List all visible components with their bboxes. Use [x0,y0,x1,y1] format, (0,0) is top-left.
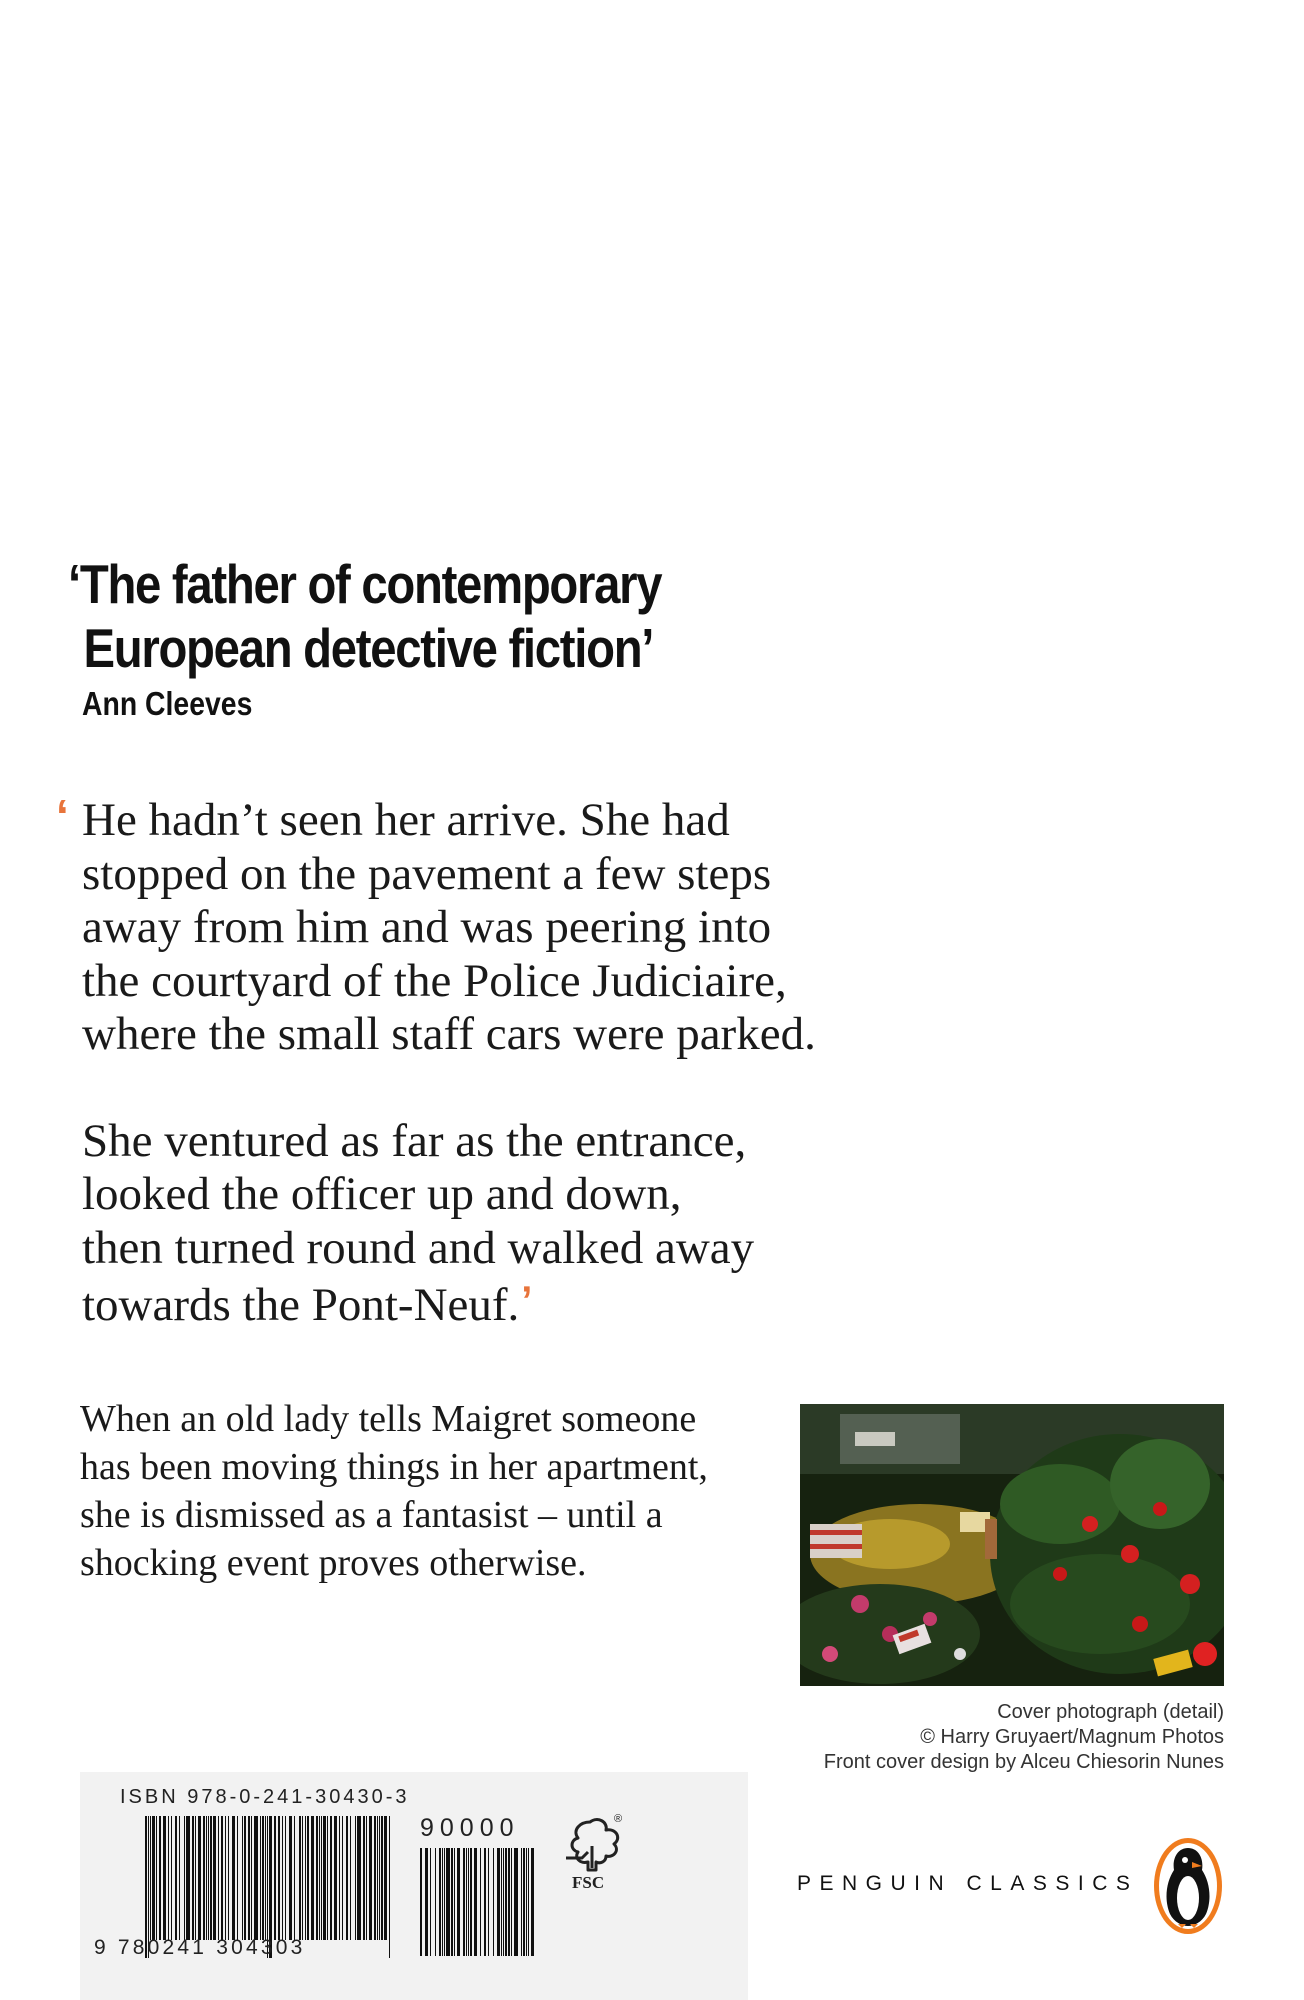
barcode-bar [425,1848,428,1956]
barcode-bar [213,1816,216,1940]
credit-line: © Harry Gruyaert/Magnum Photos [920,1726,1224,1748]
barcode-bar [457,1848,460,1956]
excerpt-line: then turned round and walked away [82,1221,755,1274]
synopsis-line: she is dismissed as a fantasist – until a [80,1494,663,1536]
barcode-addon-digits: 90000 [420,1814,520,1842]
barcode-bar [501,1848,502,1956]
barcode-bar [363,1816,365,1940]
barcode-bar [377,1816,378,1940]
barcode-bar [254,1816,258,1940]
barcode-bar [265,1816,266,1940]
synopsis-line: shocking event proves otherwise. [80,1542,587,1584]
isbn-text: ISBN 978-0-241-30430-3 [120,1786,410,1808]
barcode-bar [311,1816,314,1940]
barcode-bar [307,1816,309,1940]
barcode-bar [442,1848,443,1956]
synopsis-line: When an old lady tells Maigret someone [80,1398,697,1440]
fsc-registered-mark: ® [614,1813,623,1825]
fsc-logo [560,1812,630,1892]
barcode-bar [184,1816,185,1940]
barcode-bar [430,1848,431,1956]
barcode-bar [446,1848,450,1956]
barcode-bar [168,1816,169,1940]
barcode-bar [334,1816,337,1940]
barcode-bar [192,1816,194,1940]
barcode-bar [466,1848,467,1956]
blurb-quote-line-2: European detective fiction’ [83,617,654,679]
blurb-attribution: Ann Cleeves [82,685,253,722]
barcode-bar [210,1816,212,1940]
barcode-bar [451,1848,453,1956]
barcode-bar [435,1848,436,1956]
excerpt-line: away from him and was peering into [82,901,772,953]
barcode-bar [531,1848,534,1956]
barcode-bar [179,1816,180,1940]
barcode-bar [175,1816,177,1940]
barcode-bar [150,1816,151,1940]
barcode-bar [305,1816,306,1940]
barcode-bar [206,1816,207,1940]
barcode-bar [484,1848,486,1956]
barcode-digits: 9 780241 304303 [94,1936,306,1959]
barcode-bar [208,1816,209,1940]
barcode-bar [508,1848,510,1956]
barcode-bar [319,1816,320,1940]
barcode-bar [244,1816,246,1940]
open-quote-mark: ‘ [56,790,69,842]
excerpt-line: looked the officer up and down, [82,1168,682,1220]
barcode-addon [418,1848,538,1956]
barcode-bar [195,1816,196,1940]
barcode-bar [420,1848,422,1956]
barcode-bar [232,1816,235,1940]
barcode-bar [289,1816,292,1940]
barcode-bar [260,1816,261,1940]
barcode-bar [330,1816,332,1940]
excerpt-line: He hadn’t seen her arrive. She had [82,794,730,846]
barcode-bar [369,1816,372,1940]
cover-credits [824,1700,1224,1775]
barcode-bar [327,1816,328,1940]
excerpt-line: She ventured as far as the entrance, [82,1114,747,1167]
barcode-bar [526,1848,527,1956]
barcode-bar [355,1816,356,1940]
barcode-bar [203,1816,205,1940]
barcode-bar [454,1848,455,1956]
barcode-bar [278,1816,280,1940]
barcode-bar [474,1848,477,1956]
barcode-bar [316,1816,318,1940]
excerpt-paragraph-1 [82,794,816,1062]
barcode-bar [228,1816,229,1940]
barcode-bar [282,1816,283,1940]
barcode-bar [350,1816,351,1940]
barcode-bar [468,1848,469,1956]
barcode-panel [80,1772,748,2000]
publisher-name: PENGUIN CLASSICS [797,1872,1139,1895]
credit-line: Front cover design by Alceu Chiesorin Nunes [823,1751,1224,1773]
barcode-bar [156,1816,157,1940]
barcode-bar [198,1816,201,1940]
barcode-bar [470,1848,472,1956]
excerpt-line: the courtyard of the Police Judiciaire, [82,954,787,1007]
barcode-bar [321,1816,322,1940]
excerpt-paragraph-2 [82,1115,816,1333]
close-quote-mark: ’ [521,1279,533,1323]
barcode-bar [262,1816,264,1940]
barcode-bar [444,1848,445,1956]
barcode-bar [379,1816,380,1940]
synopsis-line: has been moving things in her apartment, [80,1446,708,1488]
barcode-bar [225,1816,226,1940]
fsc-text: FSC [572,1873,605,1892]
barcode-bar [248,1816,250,1940]
barcode-bar [342,1816,343,1940]
barcode-bar [323,1816,326,1940]
barcode-bar [159,1816,161,1940]
barcode-bar [251,1816,252,1940]
barcode-bar [171,1816,172,1940]
barcode-bar [357,1816,361,1940]
excerpt-line: towards the Pont-Neuf. [82,1279,520,1331]
barcode-bar [523,1848,525,1956]
barcode-bar [384,1816,387,1940]
barcode-bar [528,1848,529,1956]
barcode-bar [285,1816,286,1940]
barcode-bar [366,1816,367,1940]
excerpt-line: where the small staff cars were parked. [82,1008,816,1060]
barcode-bar [374,1816,376,1940]
barcode-bar [186,1816,190,1940]
barcode-bar [389,1816,390,1958]
barcode-bar [480,1848,481,1956]
blurb-quote-line-1: ‘The father of contemporary [68,553,662,615]
cover-photograph [800,1404,1224,1686]
barcode-bar [381,1816,383,1940]
barcode-bar [152,1816,155,1940]
barcode-bar [497,1848,500,1956]
barcode-bar [299,1816,301,1940]
blurb-quote [68,552,661,680]
barcode-bar [163,1816,166,1940]
barcode-bar [221,1816,223,1940]
barcode-bar [346,1816,348,1940]
barcode-bar [302,1816,303,1940]
barcode-bar [503,1848,504,1956]
barcode-bar [439,1848,441,1956]
barcode-bar [493,1848,494,1956]
synopsis [80,1395,708,1587]
excerpt-line: stopped on the pavement a few steps [82,847,772,900]
barcode-bar [294,1816,295,1940]
barcode-bar [339,1816,340,1940]
barcode-bar [274,1816,276,1940]
barcode-bar [463,1848,465,1956]
barcode-bar [511,1848,512,1956]
excerpt [56,790,816,1333]
barcode-bar [237,1816,238,1940]
barcode-bar [242,1816,243,1940]
barcode-bar [218,1816,219,1940]
barcode-bar [505,1848,507,1956]
barcode-bar [514,1848,518,1956]
barcode-bar [488,1848,489,1956]
credit-line: Cover photograph (detail) [997,1701,1224,1723]
penguin-logo [1152,1836,1224,1936]
barcode-bar [521,1848,522,1956]
